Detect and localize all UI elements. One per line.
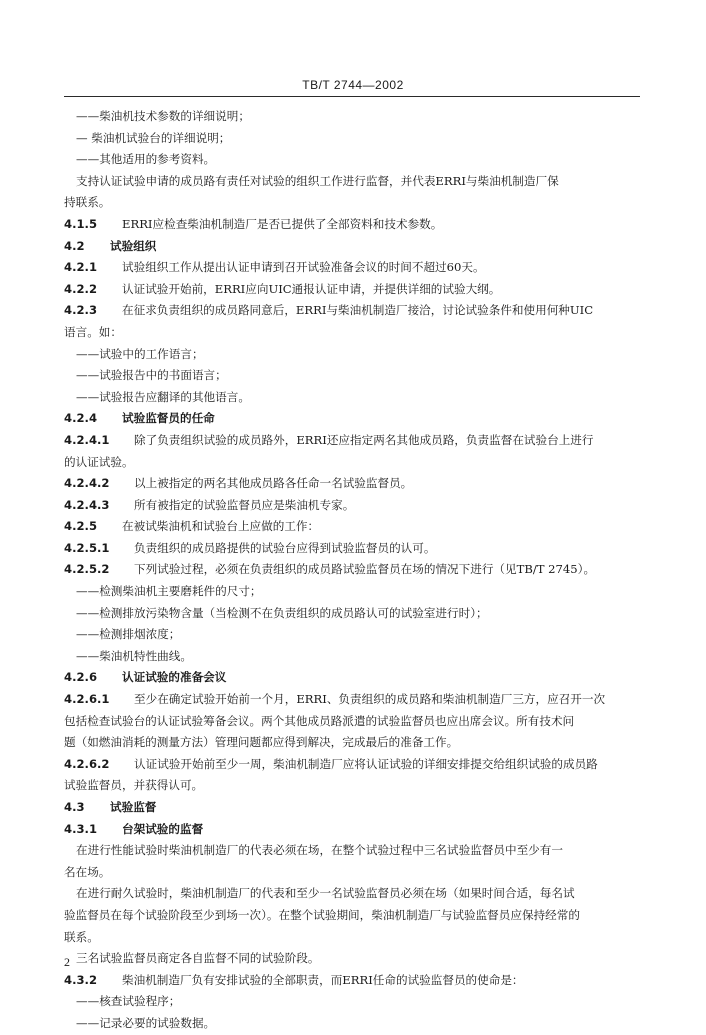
line-text: 三名试验监督员商定各自监督不同的试验阶段。 — [76, 951, 320, 966]
clause-number: 4.2.6.1 — [64, 692, 110, 707]
clause — [64, 538, 642, 560]
header-rule — [64, 96, 640, 97]
clause-number: 4.2.4.2 — [64, 476, 110, 491]
section-heading — [64, 797, 642, 819]
clause — [64, 689, 642, 711]
line-text: ——柴油机技术参数的详细说明； — [76, 109, 250, 123]
line-text: 验监督员在每个试验阶段至少到场一次）。在整个试验期间，柴油机制造厂与试验监督员应保持经常的 — [64, 907, 580, 922]
page-number: 2 — [64, 955, 70, 969]
line-text: 台架试验的监督 — [122, 821, 204, 836]
clause-number: 4.2.4.3 — [64, 497, 110, 512]
clause — [64, 214, 642, 236]
line-text: ——试验报告应翻译的其他语言。 — [76, 389, 250, 404]
line-text: 所有被指定的试验监督员应是柴油机专家。 — [134, 497, 355, 512]
clause-number: 4.2.6.2 — [64, 756, 110, 771]
clause-number: 4.2.4.1 — [64, 432, 110, 447]
line-text: 认证试验的准备会议 — [122, 670, 227, 685]
clause — [64, 473, 642, 495]
clause-number: 4.2.5 — [64, 519, 98, 534]
line-text: 认证试验开始前，ERRI应向UIC通报认证申请，并提供详细的试验大纲。 — [122, 281, 501, 296]
line-text: ——检测排烟浓度； — [76, 627, 181, 642]
continuation-line — [64, 452, 642, 474]
clause — [64, 257, 642, 279]
clause — [64, 300, 642, 322]
line-text: 试验监督员，并获得认可。 — [64, 778, 204, 793]
line-text: 名在场。 — [64, 864, 111, 879]
line-text: 语言。如： — [64, 324, 122, 339]
line-text: 柴油机制造厂负有安排试验的全部职责，而ERRI任命的试验监督员的使命是： — [122, 972, 524, 987]
list-item — [64, 624, 642, 646]
section-heading — [64, 236, 642, 258]
section-heading — [64, 819, 642, 841]
clause-number: 4.2.2 — [64, 281, 98, 296]
clause — [64, 495, 642, 517]
line-text: 试验监督员的任命 — [122, 411, 215, 426]
list-item — [64, 128, 642, 150]
line-text: ——检测柴油机主要磨耗件的尺寸； — [76, 584, 262, 599]
paragraph-line — [64, 883, 642, 905]
clause — [64, 970, 642, 992]
line-text: 联系。 — [64, 929, 99, 944]
clause-number: 4.2.3 — [64, 303, 98, 318]
body-text — [64, 106, 642, 1035]
section-heading — [64, 667, 642, 689]
line-text: 认证试验开始前至少一周，柴油机制造厂应将认证试验的详细安排提交给组织试验的成员路 — [134, 756, 598, 771]
clause-number: 4.2 — [64, 238, 85, 253]
continuation-line — [64, 775, 642, 797]
list-item — [64, 387, 642, 409]
continuation-line — [64, 192, 642, 214]
list-item — [64, 646, 642, 668]
line-text: ——试验中的工作语言； — [76, 346, 204, 361]
list-item — [64, 344, 642, 366]
clause-number: 4.2.6 — [64, 670, 98, 685]
list-item — [64, 991, 642, 1013]
continuation-line — [64, 711, 642, 733]
continuation-line — [64, 732, 642, 754]
clause — [64, 754, 642, 776]
line-text: ——检测排放污染物含量（当检测不在负责组织的成员路认可的试验室进行时）； — [76, 605, 488, 620]
line-text: ——其他适用的参考资料。 — [76, 152, 216, 167]
clause-number: 4.1.5 — [64, 216, 98, 231]
line-text: 试验监督 — [110, 800, 157, 814]
paragraph-line — [64, 948, 642, 970]
list-item — [64, 603, 642, 625]
clause-number: 4.2.5.2 — [64, 562, 110, 577]
line-text: 至少在确定试验开始前一个月，ERRI、负责组织的成员路和柴油机制造厂三方，应召开一次 — [134, 692, 606, 707]
line-text: 在进行性能试验时柴油机制造厂的代表必须在场，在整个试验过程中三名试验监督员中至少有一 — [76, 843, 563, 858]
line-text: 除了负责组织试验的成员路外，ERRI还应指定两名其他成员路，负责监督在试验台上进行 — [134, 432, 594, 447]
list-item — [64, 365, 642, 387]
line-text: 持联系。 — [64, 195, 111, 210]
clause — [64, 516, 642, 538]
line-text: 试验组织工作从提出认证申请到召开试验准备会议的时间不超过60天。 — [122, 260, 485, 275]
clause-number: 4.3.1 — [64, 821, 98, 836]
continuation-line — [64, 322, 642, 344]
list-item — [64, 581, 642, 603]
line-text: 以上被指定的两名其他成员路各任命一名试验监督员。 — [134, 476, 413, 491]
list-item — [64, 106, 642, 128]
clause-number: 4.2.5.1 — [64, 540, 110, 555]
continuation-line — [64, 927, 642, 949]
line-text: 负责组织的成员路提供的试验台应得到试验监督员的认可。 — [134, 540, 436, 555]
line-text: ——试验报告中的书面语言； — [76, 368, 227, 383]
line-text: 在征求负责组织的成员路同意后，ERRI与柴油机制造厂接洽，讨论试验条件和使用何种UIC — [122, 303, 594, 318]
section-heading — [64, 408, 642, 430]
clause — [64, 279, 642, 301]
list-item — [64, 149, 642, 171]
line-text: ——柴油机特性曲线。 — [76, 648, 192, 663]
line-text: 题（如燃油消耗的测量方法）管理问题都应得到解决，完成最后的准备工作。 — [64, 735, 459, 750]
paragraph-line — [64, 840, 642, 862]
continuation-line — [64, 905, 642, 927]
standard-code-header: TB/T 2744—2002 — [302, 78, 404, 92]
paragraph-line — [64, 171, 642, 193]
line-text: 下列试验过程，必须在负责组织的成员路试验监督员在场的情况下进行（见TB/T 2745）。 — [134, 562, 596, 577]
clause-number: 4.3 — [64, 800, 85, 814]
continuation-line — [64, 862, 642, 884]
line-text: — 柴油机试验台的详细说明； — [76, 130, 231, 145]
line-text: ERRI应检查柴油机制造厂是否已提供了全部资料和技术参数。 — [122, 216, 443, 231]
line-text: 支持认证试验申请的成员路有责任对试验的组织工作进行监督，并代表ERRI与柴油机制造厂保 — [76, 173, 559, 188]
line-text: ——核查试验程序； — [76, 994, 181, 1009]
line-text: 的认证试验。 — [64, 454, 134, 469]
clause — [64, 430, 642, 452]
line-text: 在进行耐久试验时，柴油机制造厂的代表和至少一名试验监督员必须在场（如果时间合适，每名试 — [76, 886, 575, 901]
line-text: ——记录必要的试验数据。 — [76, 1015, 216, 1030]
clause — [64, 559, 642, 581]
clause-number: 4.2.1 — [64, 260, 98, 275]
line-text: 试验组织 — [110, 238, 157, 253]
line-text: 在被试柴油机和试验台上应做的工作： — [122, 519, 320, 534]
clause-number: 4.3.2 — [64, 972, 98, 987]
clause-number: 4.2.4 — [64, 411, 98, 426]
line-text: 包括检查试验台的认证试验筹备会议。两个其他成员路派遣的试验监督员也应出席会议。所有技术问 — [64, 713, 575, 728]
